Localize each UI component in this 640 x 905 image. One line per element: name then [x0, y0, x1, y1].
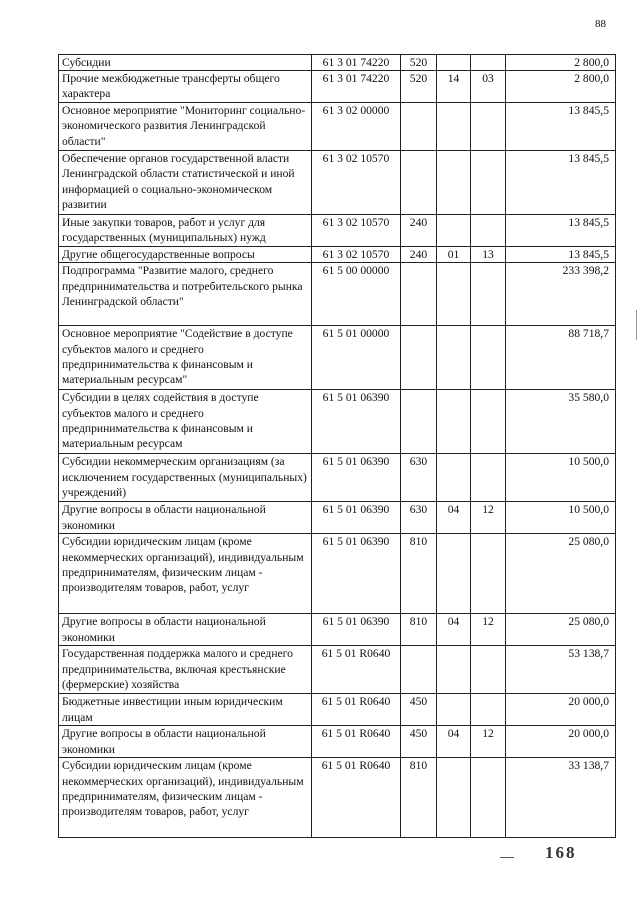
row-expense-type-cell: 450	[401, 726, 437, 758]
row-subsection-cell	[471, 151, 506, 215]
row-subsection-cell	[471, 534, 506, 614]
row-expense-type-cell: 520	[401, 55, 437, 71]
row-target-code-cell: 61 5 01 06390	[312, 502, 401, 534]
row-section-cell	[437, 151, 471, 215]
row-expense-type-cell	[401, 326, 437, 390]
row-section-cell	[437, 103, 471, 151]
row-name-cell: Другие вопросы в области национальной экономики	[59, 726, 312, 758]
row-name-cell: Иные закупки товаров, работ и услуг для государственных (муниципальных) нужд	[59, 215, 312, 247]
row-amount-cell: 13 845,5	[506, 151, 616, 215]
row-amount-cell: 10 500,0	[506, 502, 616, 534]
row-name-cell: Государственная поддержка малого и среднего предпринимательства, включая крестьянские (фермерские) хозяйства	[59, 646, 312, 694]
table-row	[59, 726, 616, 758]
row-subsection-cell	[471, 390, 506, 454]
table-row	[59, 454, 616, 502]
table-row	[59, 758, 616, 838]
row-expense-type-cell	[401, 103, 437, 151]
row-subsection-cell	[471, 55, 506, 71]
table-row	[59, 215, 616, 247]
table-row	[59, 263, 616, 326]
row-subsection-cell	[471, 646, 506, 694]
row-section-cell: 04	[437, 726, 471, 758]
row-amount-cell: 25 080,0	[506, 534, 616, 614]
row-subsection-cell: 13	[471, 247, 506, 263]
row-amount-cell: 13 845,5	[506, 215, 616, 247]
row-section-cell	[437, 326, 471, 390]
row-name-cell: Субсидии в целях содействия в доступе субъектов малого и среднего предпринимательства к финансовым и материальным ресурсам	[59, 390, 312, 454]
stamp-dash	[500, 857, 514, 858]
handwritten-sheet-number: 168	[545, 843, 577, 862]
row-section-cell	[437, 263, 471, 326]
row-target-code-cell: 61 3 02 10570	[312, 151, 401, 215]
table-row	[59, 247, 616, 263]
table-row	[59, 390, 616, 454]
row-name-cell: Субсидии	[59, 55, 312, 71]
row-amount-cell: 2 800,0	[506, 71, 616, 103]
budget-table	[58, 54, 616, 838]
row-target-code-cell: 61 5 01 R0640	[312, 726, 401, 758]
budget-table-body	[59, 55, 616, 838]
row-name-cell: Основное мероприятие "Мониторинг социально-экономического развития Ленинградской области"	[59, 103, 312, 151]
row-expense-type-cell: 450	[401, 694, 437, 726]
row-subsection-cell	[471, 326, 506, 390]
row-name-cell: Другие вопросы в области национальной экономики	[59, 614, 312, 646]
row-amount-cell: 2 800,0	[506, 55, 616, 71]
row-name-cell: Подпрограмма "Развитие малого, среднего предпринимательства и потребительского рынка Ленинградской области"	[59, 263, 312, 326]
row-amount-cell: 13 845,5	[506, 247, 616, 263]
row-subsection-cell	[471, 454, 506, 502]
table-row	[59, 71, 616, 103]
row-subsection-cell: 03	[471, 71, 506, 103]
row-name-cell: Субсидии юридическим лицам (кроме некоммерческих организаций), индивидуальным предпринимателям, физическим лицам - производителям товаров, работ, услуг	[59, 534, 312, 614]
table-row	[59, 534, 616, 614]
row-target-code-cell: 61 3 01 74220	[312, 71, 401, 103]
table-row	[59, 502, 616, 534]
row-section-cell: 14	[437, 71, 471, 103]
row-expense-type-cell: 810	[401, 534, 437, 614]
table-row	[59, 151, 616, 215]
row-name-cell: Другие общегосударственные вопросы	[59, 247, 312, 263]
row-amount-cell: 25 080,0	[506, 614, 616, 646]
row-subsection-cell	[471, 758, 506, 838]
row-target-code-cell: 61 3 02 00000	[312, 103, 401, 151]
table-row	[59, 646, 616, 694]
row-section-cell	[437, 534, 471, 614]
row-target-code-cell: 61 5 01 R0640	[312, 758, 401, 838]
row-expense-type-cell: 630	[401, 454, 437, 502]
row-section-cell: 04	[437, 614, 471, 646]
row-amount-cell: 10 500,0	[506, 454, 616, 502]
row-name-cell: Другие вопросы в области национальной экономики	[59, 502, 312, 534]
row-subsection-cell	[471, 263, 506, 326]
row-amount-cell: 20 000,0	[506, 694, 616, 726]
row-name-cell: Субсидии юридическим лицам (кроме некоммерческих организаций), индивидуальным предпринимателям, физическим лицам - производителям товаров, работ, услуг	[59, 758, 312, 838]
table-row	[59, 326, 616, 390]
row-section-cell	[437, 694, 471, 726]
row-target-code-cell: 61 5 00 00000	[312, 263, 401, 326]
row-target-code-cell: 61 5 01 R0640	[312, 646, 401, 694]
row-expense-type-cell: 630	[401, 502, 437, 534]
row-subsection-cell: 12	[471, 502, 506, 534]
row-section-cell	[437, 758, 471, 838]
row-amount-cell: 33 138,7	[506, 758, 616, 838]
row-section-cell	[437, 215, 471, 247]
row-expense-type-cell: 810	[401, 758, 437, 838]
row-expense-type-cell: 810	[401, 614, 437, 646]
row-subsection-cell: 12	[471, 726, 506, 758]
row-section-cell	[437, 646, 471, 694]
row-amount-cell: 233 398,2	[506, 263, 616, 326]
row-target-code-cell: 61 5 01 06390	[312, 390, 401, 454]
row-section-cell: 01	[437, 247, 471, 263]
row-section-cell	[437, 390, 471, 454]
row-name-cell: Обеспечение органов государственной власти Ленинградской области статистической и иной информацией о социально-экономическом развитии	[59, 151, 312, 215]
row-target-code-cell: 61 5 01 00000	[312, 326, 401, 390]
row-name-cell: Прочие межбюджетные трансферты общего характера	[59, 71, 312, 103]
row-expense-type-cell: 240	[401, 215, 437, 247]
row-amount-cell: 13 845,5	[506, 103, 616, 151]
row-name-cell: Субсидии некоммерческим организациям (за исключением государственных (муниципальных) учреждений)	[59, 454, 312, 502]
row-target-code-cell: 61 3 02 10570	[312, 215, 401, 247]
row-target-code-cell: 61 5 01 R0640	[312, 694, 401, 726]
row-section-cell: 04	[437, 502, 471, 534]
row-name-cell: Основное мероприятие "Содействие в доступе субъектов малого и среднего предпринимательства к финансовым и материальным ресурсам"	[59, 326, 312, 390]
row-expense-type-cell	[401, 151, 437, 215]
row-expense-type-cell	[401, 263, 437, 326]
row-target-code-cell: 61 5 01 06390	[312, 614, 401, 646]
row-expense-type-cell: 520	[401, 71, 437, 103]
row-amount-cell: 53 138,7	[506, 646, 616, 694]
row-target-code-cell: 61 3 01 74220	[312, 55, 401, 71]
page-number: 88	[595, 18, 606, 30]
row-subsection-cell	[471, 103, 506, 151]
table-row	[59, 55, 616, 71]
table-row	[59, 103, 616, 151]
row-amount-cell: 20 000,0	[506, 726, 616, 758]
row-expense-type-cell: 240	[401, 247, 437, 263]
table-row	[59, 614, 616, 646]
table-row	[59, 694, 616, 726]
row-subsection-cell	[471, 694, 506, 726]
row-name-cell: Бюджетные инвестиции иным юридическим лицам	[59, 694, 312, 726]
row-target-code-cell: 61 5 01 06390	[312, 454, 401, 502]
row-subsection-cell	[471, 215, 506, 247]
row-section-cell	[437, 55, 471, 71]
scan-artifact	[636, 310, 637, 340]
row-section-cell	[437, 454, 471, 502]
row-target-code-cell: 61 3 02 10570	[312, 247, 401, 263]
row-target-code-cell: 61 5 01 06390	[312, 534, 401, 614]
row-amount-cell: 88 718,7	[506, 326, 616, 390]
row-amount-cell: 35 580,0	[506, 390, 616, 454]
row-expense-type-cell	[401, 390, 437, 454]
row-subsection-cell: 12	[471, 614, 506, 646]
row-expense-type-cell	[401, 646, 437, 694]
